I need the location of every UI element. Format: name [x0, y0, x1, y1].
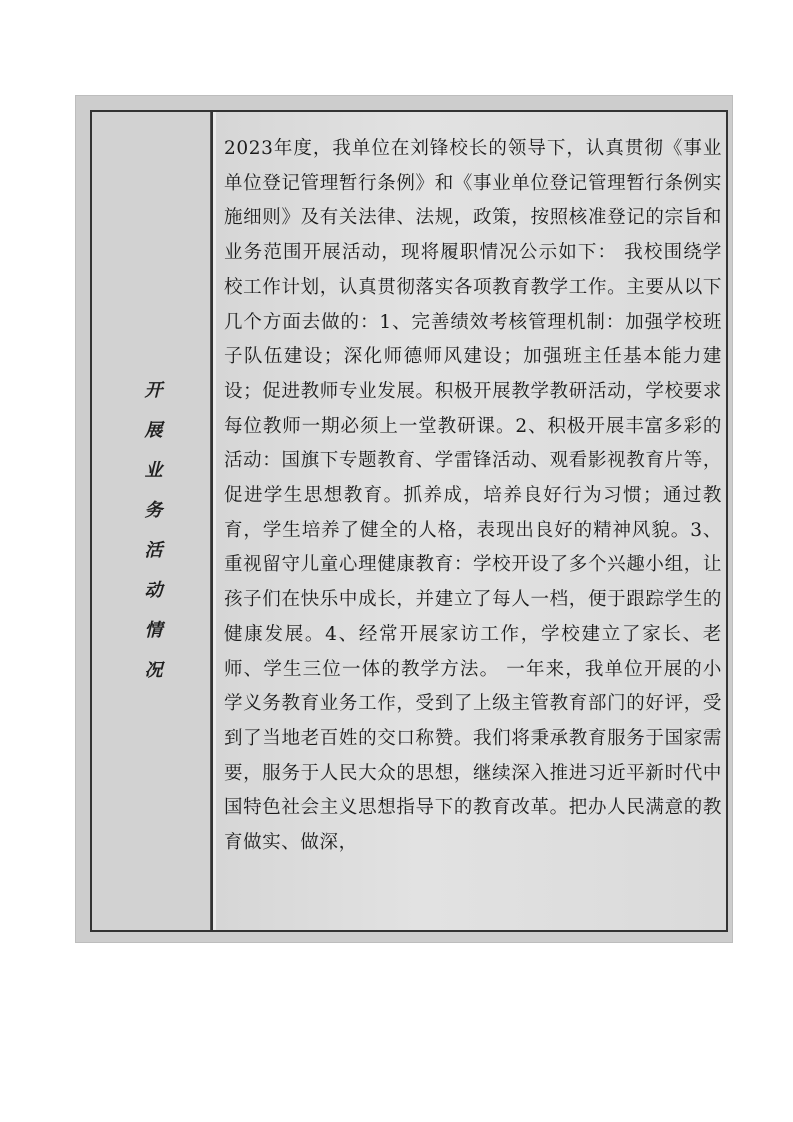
content-cell	[213, 112, 726, 930]
row-label-cell	[92, 112, 213, 930]
form-table	[90, 110, 728, 932]
cell-divider	[210, 112, 211, 930]
activity-report-text: 2023年度，我单位在刘锋校长的领导下，认真贯彻《事业单位登记管理暂行条例》和《事业单位登记管理暂行条例实施细则》及有关法律、法规，政策，按照核准登记的宗旨和业务范围开展活动，现将履职情况公示如下： 我校围绕学校工作计划，认真贯彻落实各项教育教学工作。主要从以下几个方面去做的：1、完善绩效考核管理机制：加强学校班子队伍建设；深化师德师风建设；加强班主任基本能力建设；促进教师专业发展。积极开展教学教研活动，学校要求每位教师一期必须上一堂教研课。2、积极开展丰富多彩的活动：国旗下专题教育、学雷锋活动、观看影视教育片等，促进学生思想教育。抓养成，培养良好行为习惯；通过教育，学生培养了健全的人格，表现出良好的精神风貌。3、重视留守儿童心理健康教育：学校开设了多个兴趣小组，让孩子们在快乐中成长，并建立了每人一档，便于跟踪学生的健康发展。4、经常开展家访工作，学校建立了家长、老师、学生三位一体的教学方法。 一年来，我单位开展的小学义务教育业务工作，受到了上级主管教育部门的好评，受到了当地老百姓的交口称赞。我们将秉承教育服务于国家需要，服务于人民大众的思想，继续深入推进习近平新时代中国特色社会主义思想指导下的教育改革。把办人民满意的教育做实、做深，	[224, 138, 722, 854]
row-label: 开展业务活动情况	[141, 380, 163, 700]
scanned-form-page	[75, 95, 733, 943]
